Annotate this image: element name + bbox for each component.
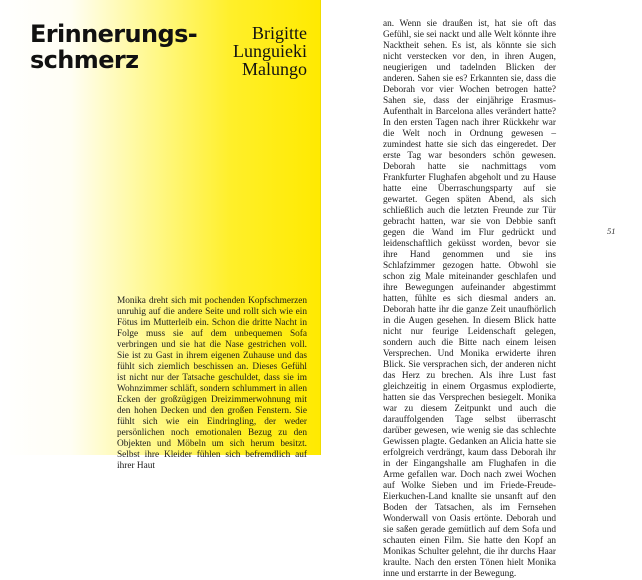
right-body-text: an. Wenn sie draußen ist, hat sie oft das Gefühl, sie sei nackt und alle Welt könnte ihre Nacktheit sehen. Es ist, als könnte sie sich nicht verstecken vor den, in ihren Augen, neugierigen und tadelnden Blicken der anderen. Sahen sie es? Erkannten sie, dass die Deborah vor vier Wochen betrogen hatte? Sahen sie, dass der einjährige Erasmus-Aufenthalt in Barcelona alles verändert hatte? In den ersten Tagen nach ihrer Rückkehr war die Welt noch in Ordnung gewesen – zumindest hatte sie sich das eingeredet. Der erste Tag war besonders schön gewesen. Deborah hatte sie nachmittags vom Frankfurter Flughafen abgeholt und zu Hause hatte eine Überraschungsparty auf sie gewartet. Gegen späten Abend, als sich schließlich auch die letzten Freunde zur Tür gebracht hatten, war sie von Debbie sanft gegen die Wand im Flur gedrückt und leidenschaftlich geküsst worden, bevor sie ihre Hand genommen und sie ins Schlafzimmer gezogen hatte. Obwohl sie schon zig Male miteinander geschlafen und ihre Bewegungen aufeinander abgestimmt hatten, fühlte es sich diesmal anders an. Deborah hatte ihr die ganze Zeit unaufhörlich in die Augen gesehen. In diesem Blick hatte nicht nur feurige Leidenschaft gelegen, sondern auch die Bitte nach einem leisen Versprechen. Und Monika erwiderte ihren Blick. Sie versprachen sich, der anderen nicht das Herz zu brechen. Als ihre Lust fast gleichzeitig in einem Orgasmus explodierte, hatten sie das Versprechen besiegelt. Monika war zu diesem Zeitpunkt und auch die darauffolgenden Tage selbst überrascht darüber gewesen, wie wenig sie das schlechte Gewissen plagte. Gedanken an Alicia hatte sie erfolgreich verdrängt, kaum dass Deborah ihr in der Eingangshalle am Flughafen in die Arme gefallen war. Doch nach zwei Wochen auf Wolke Sieben und im Friede-Freude-Eierkuchen-Land knallte sie unsanft auf den Boden der Tatsachen, als im Fernsehen Wonderwall von Oasis ertönte. Deborah und sie saßen gerade gemütlich auf dem Sofa und schauten einen Film. Sie hatte den Kopf an Monikas Schulter gelehnt, die ihr durchs Haar kraulte. Nach den ersten Tönen hielt Monika inne und erstarrte in der Bewegung. — [383, 19, 556, 579]
page-number: 51 — [607, 226, 616, 236]
author-line-3: Malungo — [242, 59, 307, 79]
title-line-1: Erinnerungs- — [30, 20, 198, 48]
author-line-1: Brigitte — [252, 23, 307, 43]
title-line-2: schmerz — [30, 46, 139, 74]
author-name — [205, 24, 307, 78]
story-title — [30, 21, 210, 73]
author-line-2: Lunguieki — [233, 41, 307, 61]
left-body-text: Monika dreht sich mit pochenden Kopfschmerzen unruhig auf die andere Seite und rollt sich wie ein Fötus im Mutterleib ein. Schon die dritte Nacht in Folge muss sie auf dem unbequemen Sofa verbringen und sie hat die Nase gestrichen voll. Sie ist zu Gast in ihrem eigenen Zuhause und das fühlt sich ziemlich beschissen an. Dieses Gefühl ist nicht nur der Tatsache geschuldet, dass sie im Wohnzimmer schläft, sondern schlummert in allen Ecken der großzügigen Dreizimmerwohnung mit den hohen Decken und den großen Fenstern. Sie fühlt sich wie ein Eindringling, der weder persönlichen noch emotionalen Bezug zu den Objekten und Möbeln um sich herum besitzt. Selbst ihre Kleider fühlen sich befremdlich auf ihrer Haut — [117, 296, 307, 471]
left-page — [0, 0, 321, 471]
